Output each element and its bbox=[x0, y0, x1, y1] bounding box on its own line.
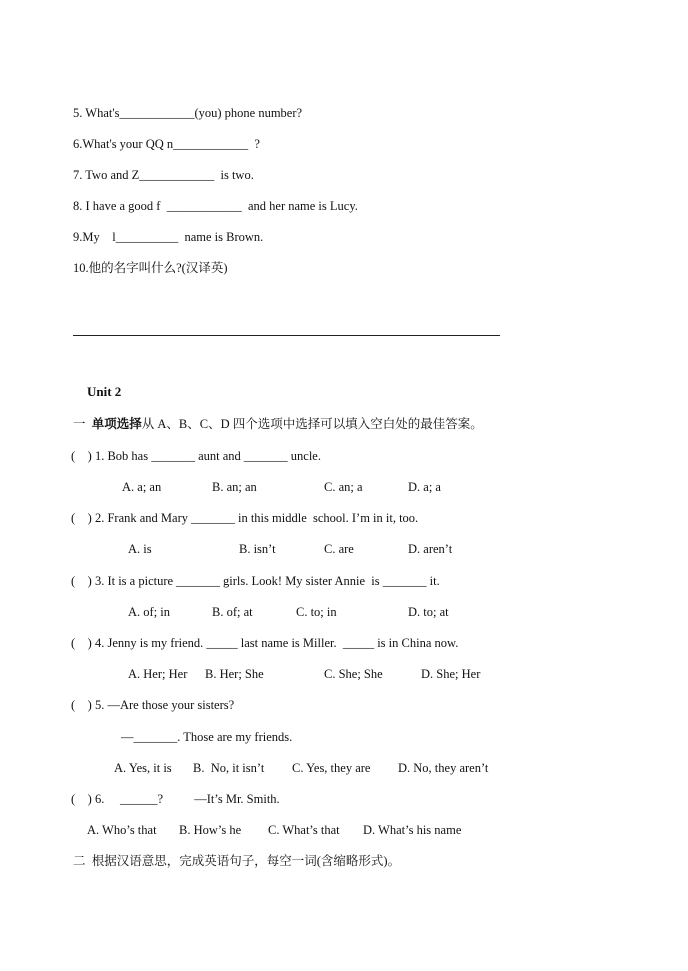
q1-option-b: B. an; an bbox=[212, 480, 257, 494]
fill-item-7: 7. Two and Z____________ is two. bbox=[73, 168, 254, 182]
q5-option-a: A. Yes, it is bbox=[114, 761, 172, 775]
q4-option-b: B. Her; She bbox=[205, 667, 264, 681]
q5-option-b: B. No, it isn’t bbox=[193, 761, 265, 775]
section1-heading bbox=[73, 416, 483, 432]
q1-option-d: D. a; a bbox=[408, 480, 441, 494]
q5-option-c: C. Yes, they are bbox=[292, 761, 371, 775]
q4-option-d: D. She; Her bbox=[421, 667, 481, 681]
question-6-stem: ( ) 6. ______? —It’s Mr. Smith. bbox=[71, 792, 280, 806]
q2-option-d: D. aren’t bbox=[408, 542, 453, 556]
q4-option-c: C. She; She bbox=[324, 667, 383, 681]
answer-line bbox=[73, 335, 500, 336]
section1-bold-label: 单项选择 bbox=[91, 417, 142, 431]
q2-option-b: B. isn’t bbox=[239, 542, 276, 556]
q1-option-a: A. a; an bbox=[122, 480, 162, 494]
question-4-stem: ( ) 4. Jenny is my friend. _____ last name is Miller. _____ is in China now. bbox=[71, 636, 459, 650]
q4-option-a: A. Her; Her bbox=[128, 667, 188, 681]
fill-item-9: 9.My l__________ name is Brown. bbox=[73, 230, 264, 244]
fill-item-6: 6.What's your QQ n____________ ? bbox=[73, 137, 260, 151]
section2-heading: 二 根据汉语意思，完成英语句子，每空一词(含缩略形式)。 bbox=[73, 854, 401, 868]
unit-title: Unit 2 bbox=[87, 384, 122, 399]
question-5-stem: ( ) 5. —Are those your sisters? bbox=[71, 698, 235, 712]
q1-option-c: C. an; a bbox=[324, 480, 363, 494]
q2-option-a: A. is bbox=[128, 542, 152, 556]
question-5-reply: —_______. Those are my friends. bbox=[121, 730, 293, 744]
fill-item-8: 8. I have a good f ____________ and her name is Lucy. bbox=[73, 199, 358, 213]
section1-prefix: 一 bbox=[73, 417, 92, 431]
q2-option-c: C. are bbox=[324, 542, 354, 556]
q3-option-d: D. to; at bbox=[408, 605, 449, 619]
q5-option-d: D. No, they aren’t bbox=[398, 761, 489, 775]
q3-option-b: B. of; at bbox=[212, 605, 253, 619]
fill-item-10: 10.他的名字叫什么?(汉译英) bbox=[73, 261, 228, 275]
q6-option-a: A. Who’s that bbox=[87, 823, 157, 837]
q3-option-a: A. of; in bbox=[128, 605, 171, 619]
question-2-stem: ( ) 2. Frank and Mary _______ in this middle school. I’m in it, too. bbox=[71, 511, 419, 525]
question-1-stem: ( ) 1. Bob has _______ aunt and _______ uncle. bbox=[71, 449, 321, 463]
question-3-stem: ( ) 3. It is a picture _______ girls. Look! My sister Annie is _______ it. bbox=[71, 574, 440, 588]
q6-option-d: D. What’s his name bbox=[363, 823, 462, 837]
fill-item-5: 5. What's____________(you) phone number? bbox=[73, 106, 303, 120]
q6-option-c: C. What’s that bbox=[268, 823, 340, 837]
section1-instructions: 从 A、B、C、D 四个选项中选择可以填入空白处的最佳答案。 bbox=[141, 417, 483, 431]
q6-option-b: B. How’s he bbox=[179, 823, 242, 837]
q3-option-c: C. to; in bbox=[296, 605, 337, 619]
